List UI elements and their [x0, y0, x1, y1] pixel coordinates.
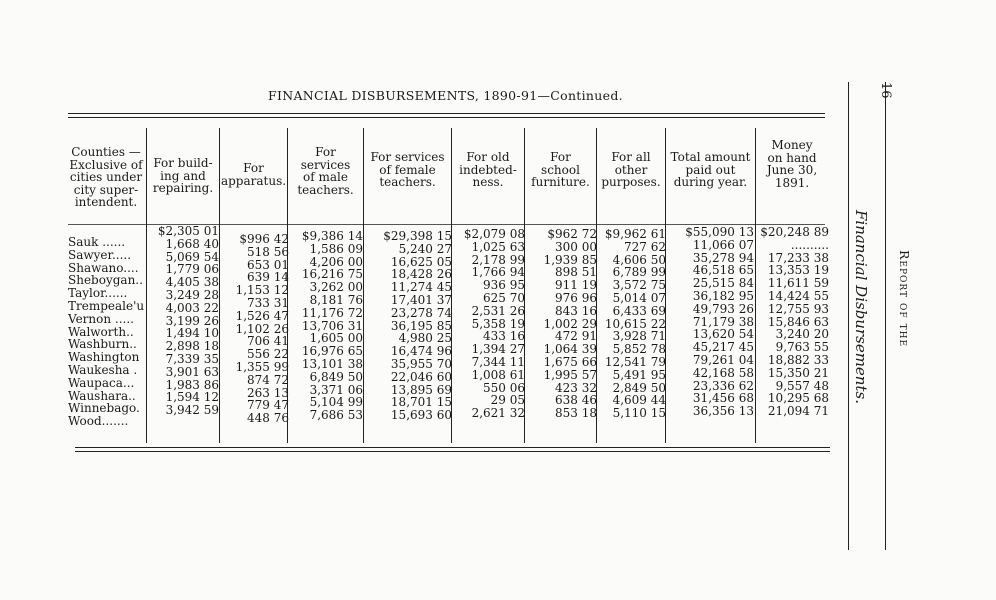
table-cell: 5,358 19	[471, 316, 525, 331]
table-cell: 1,102 26	[235, 321, 289, 336]
county-name: Washburn..	[68, 337, 137, 352]
county-column	[68, 236, 144, 428]
table-cell: 11,176 72	[301, 305, 363, 320]
table-cell: 556 22	[247, 347, 289, 362]
table-cell: 1,995 57	[543, 367, 597, 382]
table-cell: 4,606 50	[612, 252, 666, 267]
table-cell: 6,849 50	[309, 369, 363, 384]
table-cell: 6,789 99	[612, 265, 666, 280]
table-cell: 49,793 26	[692, 301, 754, 316]
table-cell: 71,179 38	[692, 314, 754, 329]
table-cell: 79,261 04	[692, 352, 754, 367]
table-cell: 1,939 85	[543, 252, 597, 267]
table-cell: 35,955 70	[390, 356, 452, 371]
table-cell: 300 00	[555, 239, 597, 254]
table-cell: 11,611 59	[767, 276, 829, 291]
table-cell: $9,386 14	[301, 229, 363, 243]
top-rule-2	[68, 117, 825, 118]
table-cell: 3,942 59	[165, 403, 219, 418]
table-cell: 706 41	[247, 334, 289, 349]
table-cell: 5,240 27	[398, 241, 452, 256]
table-cell: 550 06	[483, 380, 525, 395]
table-cell: $962 72	[547, 227, 597, 241]
table-cell: 16,216 75	[301, 267, 363, 282]
table-cell: 13,895 69	[390, 382, 452, 397]
header-counties: Counties — Exclusive of cities under city super- intendent.	[69, 145, 143, 209]
table-cell: 518 56	[247, 244, 289, 259]
table-cell: 21,094 71	[767, 404, 829, 419]
county-name: Waukesha .	[68, 362, 138, 377]
table-cell: 1,526 47	[235, 308, 289, 323]
table-cell: 1,586 09	[309, 241, 363, 256]
table-cell: 472 91	[555, 329, 597, 344]
table-cell: $9,962 61	[604, 227, 666, 241]
table-cell: 2,898 18	[165, 339, 219, 354]
table-cell: 46,518 65	[692, 263, 754, 278]
table-cell: 5,014 07	[612, 290, 666, 305]
table-cell: 976 96	[555, 290, 597, 305]
table-cell: 12,755 93	[767, 301, 829, 316]
header-female-teachers: For services of female teachers.	[370, 150, 445, 189]
table-cell: 10,295 68	[767, 391, 829, 406]
table-cell: 3,371 06	[309, 382, 363, 397]
table-cell: 3,262 00	[309, 280, 363, 295]
table-cell: 5,110 15	[612, 406, 666, 421]
county-name: Winnebago.	[68, 401, 140, 416]
table-cell: 6,433 69	[612, 303, 666, 318]
table-cell: 3,240 20	[775, 327, 829, 342]
table-cell: 13,706 31	[301, 318, 363, 333]
table-cell: 18,882 33	[767, 352, 829, 367]
table-cell: 45,217 45	[692, 340, 754, 355]
table-cell: 8,181 76	[309, 292, 363, 307]
table-cell: 36,356 13	[692, 404, 754, 419]
furniture-column	[526, 228, 597, 420]
table-cell: $996 42	[239, 232, 289, 246]
table-cell: 7,686 53	[309, 408, 363, 423]
margin-rule	[848, 82, 849, 550]
col-divider	[146, 128, 147, 443]
table-cell: 4,980 25	[398, 331, 452, 346]
table-cell: 17,233 38	[767, 250, 829, 265]
table-cell: 1,394 27	[471, 342, 525, 357]
table-cell: 1,355 99	[235, 359, 289, 374]
county-name: Waushara..	[68, 388, 136, 403]
county-name: Sauk ......	[68, 235, 126, 249]
building-column	[148, 225, 219, 417]
table-cell: 639 14	[247, 270, 289, 285]
table-cell: 31,456 68	[692, 391, 754, 406]
county-name: Shawano....	[68, 260, 139, 275]
table-cell: 874 72	[247, 372, 289, 387]
table-cell: 3,572 75	[612, 278, 666, 293]
table-cell: 23,336 62	[692, 378, 754, 393]
running-head-report: Report of the	[897, 250, 912, 348]
table-cell: 3,928 71	[612, 329, 666, 344]
header-apparatus: For apparatus.	[220, 161, 287, 188]
male-teachers-column	[289, 230, 363, 422]
table-cell: 1,494 10	[165, 326, 219, 341]
table-cell: 1,153 12	[235, 283, 289, 298]
table-cell: 1,025 63	[471, 239, 525, 254]
table-cell: $55,090 13	[685, 225, 754, 239]
county-name: Sawyer.....	[68, 247, 132, 262]
table-cell: 9,557 48	[775, 378, 829, 393]
table-cell: $2,079 08	[463, 227, 525, 241]
table-cell: 18,428 26	[390, 267, 452, 282]
table-cell: 18,701 15	[390, 395, 452, 410]
top-rule-1	[68, 113, 825, 114]
header-other-purposes: For all other purposes.	[601, 150, 661, 189]
table-cell: 5,069 54	[165, 249, 219, 264]
table-cell: $20,248 89	[760, 225, 829, 239]
table-cell: 2,621 32	[471, 406, 525, 421]
table-cell: 16,625 05	[390, 254, 452, 269]
table-cell: 11,274 45	[390, 280, 452, 295]
old-indebtedness-column	[455, 228, 525, 420]
table-cell: 7,344 11	[471, 354, 525, 369]
header-male-teachers: For services of male teachers.	[297, 145, 354, 197]
money-on-hand-column	[757, 226, 829, 418]
female-teachers-column	[366, 230, 452, 422]
table-cell: 4,003 22	[165, 300, 219, 315]
table-cell: 1,668 40	[165, 236, 219, 251]
header-building: For build- ing and repairing.	[152, 156, 214, 195]
table-cell: 36,182 95	[692, 288, 754, 303]
table-cell: 4,206 00	[309, 254, 363, 269]
table-cell: 625 70	[483, 290, 525, 305]
table-cell: 1,983 86	[165, 377, 219, 392]
table-cell: 1,008 61	[471, 367, 525, 382]
table-cell: 9,763 55	[775, 340, 829, 355]
table-cell: 898 51	[555, 265, 597, 280]
bottom-rule-2	[75, 451, 830, 452]
table-cell: 5,491 95	[612, 367, 666, 382]
table-cell: 4,609 44	[612, 393, 666, 408]
county-name: Taylor......	[68, 286, 128, 301]
total-column	[668, 226, 754, 418]
table-cell: 25,515 84	[692, 276, 754, 291]
table-cell: 448 76	[247, 411, 289, 426]
table-cell: 1,605 00	[309, 331, 363, 346]
county-name: Waupaca...	[68, 375, 135, 390]
table-cell: 16,474 96	[390, 344, 452, 359]
table-cell: 936 95	[483, 278, 525, 293]
table-title: FINANCIAL DISBURSEMENTS, 1890-91—Continued.	[268, 88, 623, 103]
table-cell: 17,401 37	[390, 292, 452, 307]
table-cell: 5,852 78	[612, 342, 666, 357]
table-cell: 733 31	[247, 295, 289, 310]
table-cell: 843 16	[555, 303, 597, 318]
header-total: Total amount paid out during year.	[670, 150, 751, 189]
table-cell: 3,901 63	[165, 364, 219, 379]
county-name: Wood.......	[68, 414, 129, 429]
county-name: Trempeale'u	[68, 298, 145, 313]
page-number: 16	[878, 82, 893, 99]
county-name: Washington	[68, 350, 140, 365]
table-cell: ..........	[790, 237, 829, 252]
table-cell: 36,195 85	[390, 318, 452, 333]
table-cell: 911 19	[555, 278, 597, 293]
table-cell: 2,531 26	[471, 303, 525, 318]
table-cell: 35,278 94	[692, 250, 754, 265]
table-cell: 423 32	[555, 380, 597, 395]
county-name: Sheboygan..	[68, 273, 143, 288]
table-cell: 3,249 28	[165, 287, 219, 302]
table-cell: 1,064 39	[543, 342, 597, 357]
table-cell: 15,350 21	[767, 365, 829, 380]
table-cell: 13,101 38	[301, 356, 363, 371]
running-head-financial: Financial Disbursements.	[852, 210, 870, 404]
table-cell: 2,849 50	[612, 380, 666, 395]
table-cell: 5,104 99	[309, 395, 363, 410]
table-cell: $2,305 01	[157, 224, 219, 238]
table-cell: 638 46	[555, 393, 597, 408]
table-cell: 653 01	[247, 257, 289, 272]
other-purposes-column	[598, 228, 666, 420]
table-cell: 23,278 74	[390, 305, 452, 320]
table-cell: $29,398 15	[383, 229, 452, 243]
table-cell: 15,846 63	[767, 314, 829, 329]
table-cell: 3,199 26	[165, 313, 219, 328]
table-cell: 1,675 66	[543, 354, 597, 369]
table-cell: 10,615 22	[604, 316, 666, 331]
apparatus-column	[221, 233, 289, 425]
table-cell: 42,168 58	[692, 365, 754, 380]
table-cell: 433 16	[483, 329, 525, 344]
table-cell: 727 62	[624, 239, 666, 254]
table-cell: 29 05	[490, 393, 525, 408]
table-cell: 13,620 54	[692, 327, 754, 342]
table-cell: 263 13	[247, 385, 289, 400]
bottom-rule-1	[75, 447, 830, 448]
table-cell: 2,178 99	[471, 252, 525, 267]
table-cell: 14,424 55	[767, 288, 829, 303]
table-cell: 853 18	[555, 406, 597, 421]
header-old-indebtedness: For old indebted- ness.	[459, 150, 517, 189]
table-cell: 22,046 60	[390, 369, 452, 384]
header-furniture: For school furniture.	[531, 150, 590, 189]
margin-rule	[885, 82, 886, 550]
table-cell: 11,066 07	[692, 237, 754, 252]
table-cell: 15,693 60	[390, 408, 452, 423]
table-cell: 7,339 35	[165, 351, 219, 366]
table-cell: 12,541 79	[604, 354, 666, 369]
table-cell: 779 47	[247, 398, 289, 413]
table-cell: 4,405 38	[165, 275, 219, 290]
table-cell: 1,002 29	[543, 316, 597, 331]
table-cell: 13,353 19	[767, 263, 829, 278]
table-cell: 1,594 12	[165, 390, 219, 405]
table-cell: 1,779 06	[165, 262, 219, 277]
header-money-on-hand: Money on hand June 30, 1891.	[766, 138, 818, 190]
county-name: Vernon .....	[68, 311, 134, 326]
table-cell: 16,976 65	[301, 344, 363, 359]
county-name: Walworth..	[68, 324, 134, 339]
table-cell: 1,766 94	[471, 265, 525, 280]
